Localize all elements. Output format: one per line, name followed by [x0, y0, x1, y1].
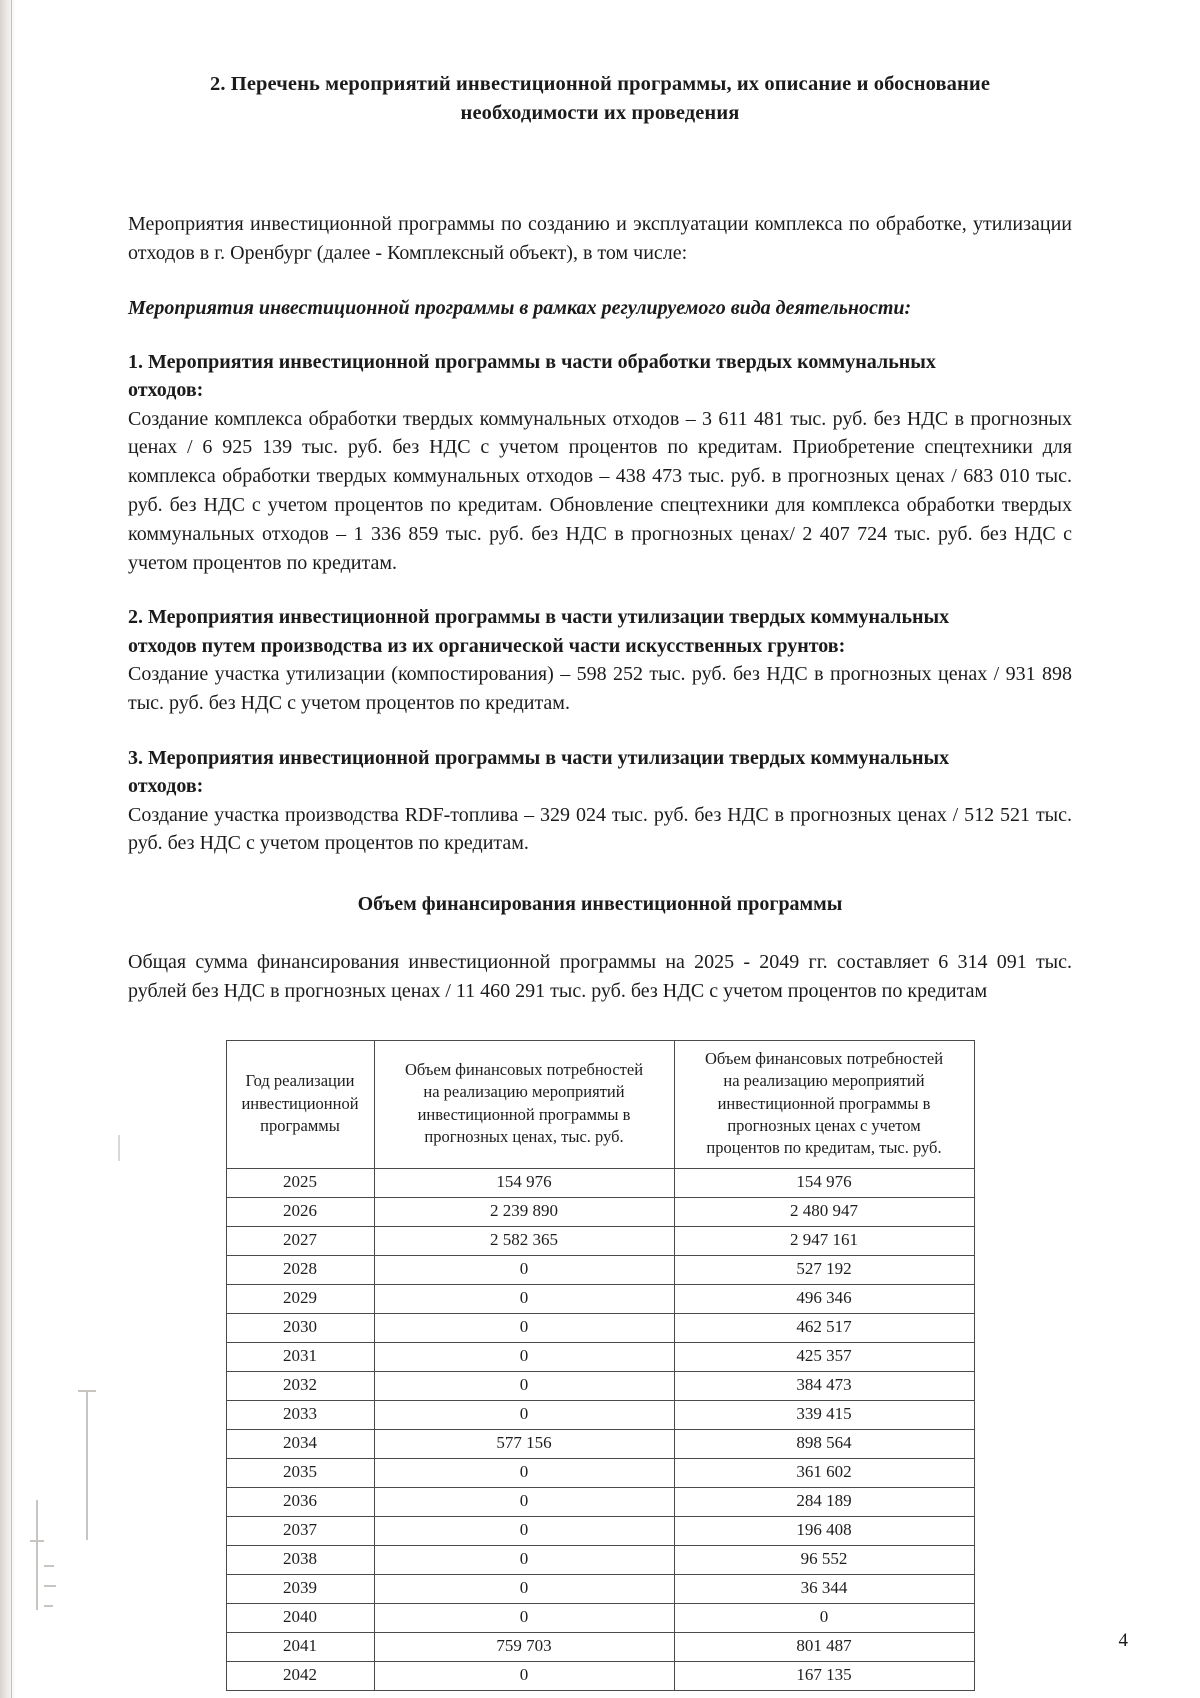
financing-summary: Общая сумма финансирования инвестиционной программы на 2025 - 2049 гг. составляет 6 314 091 тыс. рублей без НДС в прогнозных ценах / 11 460 291 тыс. руб. без НДС с учетом процентов по кредитам — [128, 951, 1072, 1002]
cell-base-price: 0 — [374, 1284, 674, 1313]
intro-paragraph: Мероприятия инвестиционной программы по созданию и эксплуатации комплекса по обработке, утилизации отходов в г. Оренбург (далее - Комплексный объект), в том числе: — [128, 213, 1072, 265]
section-2-body: Создание участка утилизации (компостирования) – 598 252 тыс. руб. без НДС в прогнозных ценах / 931 898 тыс. руб. без НДС с учетом процентов по кредитам. — [128, 663, 1072, 714]
cell-base-price: 0 — [374, 1603, 674, 1632]
cell-year: 2036 — [226, 1487, 374, 1516]
page-content — [128, 0, 1072, 1691]
table-row — [226, 1516, 974, 1545]
cell-base-price: 154 976 — [374, 1168, 674, 1197]
cell-with-credit: 527 192 — [674, 1255, 974, 1284]
scan-margin-marks-artifact — [30, 1390, 120, 1650]
cell-with-credit: 462 517 — [674, 1313, 974, 1342]
cell-with-credit: 496 346 — [674, 1284, 974, 1313]
cell-with-credit: 2 947 161 — [674, 1226, 974, 1255]
column-header-base-prices: Объем финансовых потребностей на реализацию мероприятий инвестиционной программы в прогнозных ценах, тыс. руб. — [374, 1040, 674, 1168]
financing-table-wrap — [128, 1006, 1072, 1691]
cell-year: 2033 — [226, 1400, 374, 1429]
table-row — [226, 1545, 974, 1574]
cell-year: 2039 — [226, 1574, 374, 1603]
section-2-heading-tail: отходов путем производства из их органической части искусственных грунтов: — [128, 634, 846, 657]
cell-base-price: 0 — [374, 1516, 674, 1545]
cell-year: 2025 — [226, 1168, 374, 1197]
cell-base-price: 759 703 — [374, 1632, 674, 1661]
table-row — [226, 1661, 974, 1690]
section-2-heading — [128, 577, 1072, 660]
table-row — [226, 1603, 974, 1632]
cell-base-price: 0 — [374, 1342, 674, 1371]
cell-year: 2042 — [226, 1661, 374, 1690]
cell-with-credit: 384 473 — [674, 1371, 974, 1400]
cell-base-price: 0 — [374, 1313, 674, 1342]
scan-gutter-artifact — [0, 0, 16, 1698]
cell-base-price: 0 — [374, 1458, 674, 1487]
cell-year: 2037 — [226, 1516, 374, 1545]
cell-base-price: 0 — [374, 1255, 674, 1284]
section-1-heading — [128, 322, 1072, 405]
table-row — [226, 1226, 974, 1255]
cell-year: 2032 — [226, 1371, 374, 1400]
cell-year: 2027 — [226, 1226, 374, 1255]
column-header-year: Год реализации инвестиционной программы — [226, 1040, 374, 1168]
section-3-heading-tail: отходов: — [128, 775, 204, 798]
financing-table-body — [226, 1168, 974, 1690]
cell-base-price: 0 — [374, 1371, 674, 1400]
cell-base-price: 0 — [374, 1487, 674, 1516]
cell-with-credit: 801 487 — [674, 1632, 974, 1661]
table-row — [226, 1458, 974, 1487]
financing-heading: Объем финансирования инвестиционной программы — [357, 893, 843, 916]
cell-with-credit: 154 976 — [674, 1168, 974, 1197]
cell-with-credit: 96 552 — [674, 1545, 974, 1574]
page-title-line-1: 2. Перечень мероприятий инвестиционной программы, их описание и обоснование — [209, 73, 991, 95]
page-title — [128, 0, 1072, 128]
cell-with-credit: 196 408 — [674, 1516, 974, 1545]
column-header-with-credit-interest: Объем финансовых потребностей на реализацию мероприятий инвестиционной программы в прогнозных ценах с учетом процентов по кредитам, тыс. руб. — [674, 1040, 974, 1168]
cell-year: 2028 — [226, 1255, 374, 1284]
cell-year: 2031 — [226, 1342, 374, 1371]
table-row — [226, 1284, 974, 1313]
page-number: 4 — [1118, 1630, 1128, 1651]
table-row — [226, 1429, 974, 1458]
table-row — [226, 1197, 974, 1226]
table-row — [226, 1255, 974, 1284]
cell-base-price: 0 — [374, 1574, 674, 1603]
table-row — [226, 1632, 974, 1661]
cell-base-price: 0 — [374, 1661, 674, 1690]
table-row — [226, 1574, 974, 1603]
cell-year: 2034 — [226, 1429, 374, 1458]
cell-base-price: 0 — [374, 1545, 674, 1574]
scan-edge-line-artifact — [11, 0, 12, 1698]
cell-base-price: 0 — [374, 1400, 674, 1429]
regulated-activity-subtitle: Мероприятия инвестиционной программы в рамках регулируемого вида деятельности: — [128, 296, 912, 319]
financing-table-head — [226, 1040, 974, 1168]
table-row — [226, 1313, 974, 1342]
cell-base-price: 577 156 — [374, 1429, 674, 1458]
cell-with-credit: 425 357 — [674, 1342, 974, 1371]
table-row — [226, 1371, 974, 1400]
cell-with-credit: 0 — [674, 1603, 974, 1632]
table-row — [226, 1400, 974, 1429]
section-1-body: Создание комплекса обработки твердых коммунальных отходов – 3 611 481 тыс. руб. без НДС в прогнозных ценах / 6 925 139 тыс. руб. без НДС с учетом процентов по кредитам. Приобретение спецтехники для комплекса обработки твердых коммунальных отходов – 438 473 тыс. руб. в прогнозных ценах / 683 010 тыс. руб. без НДС с учетом процентов по кредитам. Обновление спецтехники для комплекса обработки твердых коммунальных отходов – 1 336 859 тыс. руб. без НДС в прогнозных ценах/ 2 407 724 тыс. руб. без НДС с учетом процентов по кредитам. — [128, 407, 1072, 574]
scan-speck-artifact — [118, 1135, 120, 1161]
cell-year: 2026 — [226, 1197, 374, 1226]
section-1-heading-main: 1. Мероприятия инвестиционной программы в части обработки твердых коммунальных — [128, 350, 936, 373]
section-2-heading-main: 2. Мероприятия инвестиционной программы в части утилизации твердых коммунальных — [128, 606, 950, 629]
cell-year: 2030 — [226, 1313, 374, 1342]
cell-with-credit: 339 415 — [674, 1400, 974, 1429]
table-row — [226, 1168, 974, 1197]
cell-year: 2040 — [226, 1603, 374, 1632]
cell-with-credit: 361 602 — [674, 1458, 974, 1487]
cell-year: 2035 — [226, 1458, 374, 1487]
cell-with-credit: 898 564 — [674, 1429, 974, 1458]
cell-with-credit: 284 189 — [674, 1487, 974, 1516]
cell-with-credit: 2 480 947 — [674, 1197, 974, 1226]
cell-with-credit: 167 135 — [674, 1661, 974, 1690]
cell-with-credit: 36 344 — [674, 1574, 974, 1603]
financing-table — [226, 1040, 975, 1691]
cell-year: 2038 — [226, 1545, 374, 1574]
cell-year: 2029 — [226, 1284, 374, 1313]
page-title-line-2: необходимости их проведения — [460, 102, 740, 125]
table-row — [226, 1342, 974, 1371]
section-1-heading-tail: отходов: — [128, 379, 204, 402]
section-3-body: Создание участка производства RDF-топлива – 329 024 тыс. руб. без НДС в прогнозных ценах / 512 521 тыс. руб. без НДС с учетом процентов по кредитам. — [128, 803, 1072, 855]
section-3-heading-main: 3. Мероприятия инвестиционной программы в части утилизации твердых коммунальных — [128, 746, 950, 769]
cell-base-price: 2 239 890 — [374, 1197, 674, 1226]
table-header-row — [226, 1040, 974, 1168]
cell-base-price: 2 582 365 — [374, 1226, 674, 1255]
section-3-heading — [128, 718, 1072, 801]
table-row — [226, 1487, 974, 1516]
cell-year: 2041 — [226, 1632, 374, 1661]
